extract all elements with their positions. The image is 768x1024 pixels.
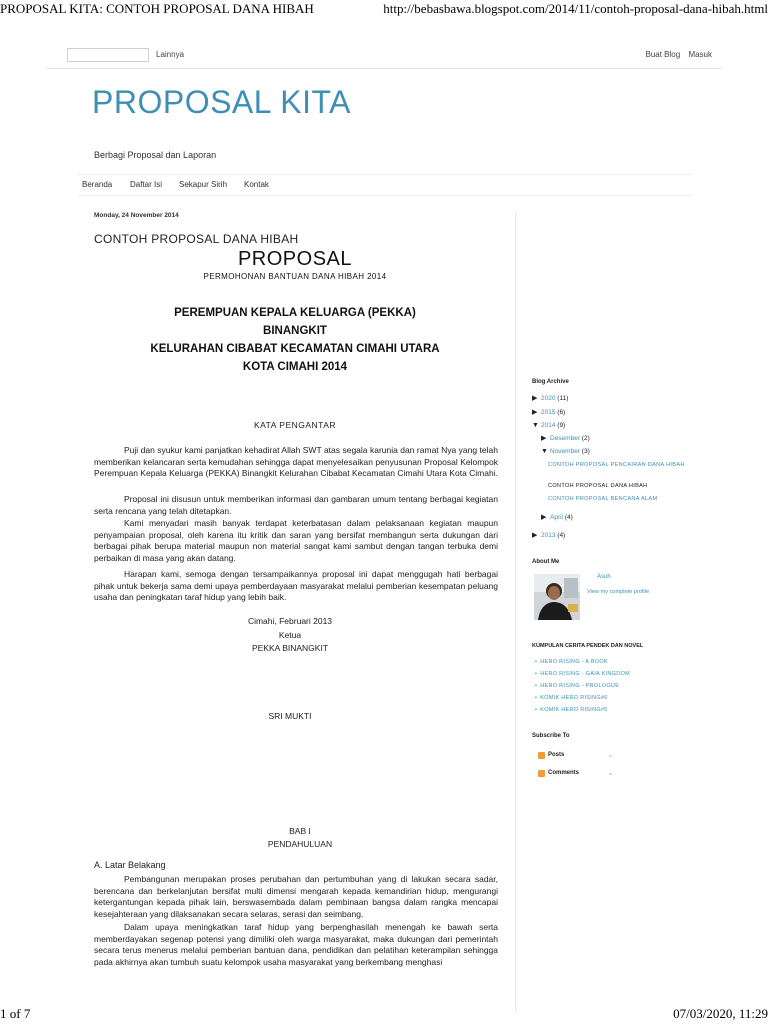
org-line-3: KELURAHAN CIBABAT KECAMATAN CIMAHI UTARA bbox=[150, 343, 440, 355]
print-header bbox=[0, 0, 768, 18]
tab-daftar-isi[interactable]: Daftar Isi bbox=[130, 180, 163, 189]
archive-2015[interactable]: ▶ 2015 (6) bbox=[532, 409, 566, 416]
about-title: About Me bbox=[532, 559, 560, 565]
chevron-down-icon: ⌄ bbox=[607, 768, 614, 777]
tab-beranda[interactable]: Beranda bbox=[82, 180, 113, 189]
la-paragraph-2: Dalam upaya meningkatkan taraf hidup yang berpenghasilah menengah ke bawah serta memberdayakan segenap potensi yang dimiliki oleh warga masyarakat, maka dukungan dari pemerintah secara terus menerus melalui pemberian bantuan dana, pendidikan dan pelatihan keterampilan sehingga pada akhirnya akan tumbuh suatu kelompok usaha masyarakat yang berkembang menghasi bbox=[94, 922, 498, 967]
blog-description: Berbagi Proposal dan Laporan bbox=[94, 150, 217, 160]
stories-title: KUMPULAN CERITA PENDEK DAN NOVEL bbox=[532, 643, 644, 649]
kp-paragraph-2: Proposal ini disusun untuk memberikan informasi dan gambaran umum tentang berbagai kegiatan serta rencana yang telah ditetapkan. bbox=[94, 494, 498, 516]
archive-2013[interactable]: ▶ 2013 (4) bbox=[532, 532, 566, 539]
expand-right-icon[interactable]: ▶ bbox=[532, 395, 538, 402]
subscribe-posts-button[interactable]: Posts ⌄ bbox=[538, 750, 614, 763]
signature-place-date: Cimahi, Februari 2013 bbox=[247, 616, 333, 626]
sign-in-link[interactable]: Masuk bbox=[688, 50, 712, 59]
document-subheading: PERMOHONAN BANTUAN DANA HIBAH 2014 bbox=[203, 272, 387, 281]
blog-title[interactable]: PROPOSAL KITA bbox=[92, 84, 352, 120]
about-profile-link[interactable]: View my complete profile bbox=[587, 589, 650, 595]
org-line-2: BINANGKIT bbox=[263, 325, 327, 337]
print-footer bbox=[0, 1006, 768, 1024]
create-blog-link[interactable]: Buat Blog bbox=[645, 50, 681, 59]
navbar-right bbox=[640, 50, 713, 59]
org-line-4: KOTA CIMAHI 2014 bbox=[242, 361, 348, 373]
bab-heading: BAB I bbox=[289, 826, 311, 836]
archive-post-dana-hibah[interactable]: CONTOH PROPOSAL DANA HIBAH bbox=[548, 483, 648, 489]
signature-name: SRI MUKTI bbox=[268, 711, 312, 721]
story-item[interactable]: • HERO RISING - GAIA KINGDOM bbox=[535, 671, 630, 677]
archive-april[interactable]: ▶ April (4) bbox=[541, 514, 573, 521]
story-item[interactable]: • HERO RISING - PROLOGUE bbox=[535, 683, 620, 689]
expand-right-icon[interactable]: ▶ bbox=[541, 514, 547, 521]
navbar-search-input[interactable] bbox=[67, 48, 149, 62]
print-datetime: 07/03/2020, 11:29 bbox=[673, 1006, 768, 1021]
subscribe-title: Subscribe To bbox=[532, 733, 570, 739]
archive-november[interactable]: ▼ November (3) bbox=[541, 448, 590, 455]
kp-paragraph-3: Kami menyadari masih banyak terdapat keterbatasan dalam pelaksanaan kegiatan maupun penyampaian proposal, oleh karena itu kritik dan saran yang bersifat membangun serta dukungan dari berbagai pihak berupa material maupun non material sangat kami sambut dengan tangan terbuka demi perbaikan di masa yang akan datang. bbox=[94, 518, 498, 563]
archive-december[interactable]: ▶ Desember (2) bbox=[541, 435, 590, 442]
page-tabs bbox=[78, 174, 692, 196]
print-url: http://bebasbawa.blogspot.com/2014/11/contoh-proposal-dana-hibah.html bbox=[383, 1, 768, 16]
story-item[interactable]: • HERO RISING - A BOOK bbox=[535, 659, 608, 665]
document-heading: PROPOSAL bbox=[237, 248, 353, 270]
expand-down-icon[interactable]: ▼ bbox=[532, 422, 539, 429]
kp-paragraph-4: Harapan kami, semoga dengan tersampaikannya proposal ini dapat menggugah hati berbagai pihak untuk bekerja sama demi upaya pemberdayaan masyarakat melalui pemberian kesempatan peluang usaha dan peningkatan taraf hidup yang lebih baik. bbox=[94, 569, 498, 603]
signature-role: Ketua bbox=[278, 630, 302, 640]
post-date: Monday, 24 November 2014 bbox=[94, 212, 179, 219]
feed-icon bbox=[538, 770, 545, 777]
org-line-1: PEREMPUAN KEPALA KELUARGA (PEKKA) bbox=[174, 307, 416, 319]
archive-title: Blog Archive bbox=[532, 379, 569, 385]
archive-post-pencairan[interactable]: CONTOH PROPOSAL PENCAIRAN DANA HIBAH bbox=[548, 462, 685, 468]
story-item[interactable]: • KOMIK HERO RISING#6 bbox=[535, 695, 608, 701]
print-page-number: 1 of 7 bbox=[0, 1006, 31, 1021]
subscribe-comments-button[interactable]: Comments ⌄ bbox=[538, 768, 614, 781]
archive-2014[interactable]: ▼ 2014 (9) bbox=[532, 422, 566, 429]
column-divider bbox=[515, 212, 516, 1012]
archive-post-bencana[interactable]: CONTOH PROPOSAL BENCANA ALAM bbox=[548, 496, 658, 502]
la-paragraph-1: Pembangunan merupakan proses perubahan dan pertumbuhan yang di lakukan secara sadar, berencana dan berkelanjutan bersifat multi dimensi mengarah kepada kemandirian hidup, mengurangi ketergantungan kepada pihak lain, berswasembada dalam pembinaan bangsa dalam rangka mencapai kesejahteraan yang dilaksanakan secara selaras, serasi dan seimbang. bbox=[94, 874, 498, 919]
story-item[interactable]: • KOMIK HERO RISING#5 bbox=[535, 707, 608, 713]
feed-icon bbox=[538, 752, 545, 759]
tab-kontak[interactable]: Kontak bbox=[244, 180, 269, 189]
expand-right-icon[interactable]: ▶ bbox=[532, 532, 538, 539]
bab-title: PENDAHULUAN bbox=[267, 839, 333, 849]
kp-paragraph-1: Puji dan syukur kami panjatkan kehadirat Allah SWT atas segala karunia dan ramat Nya yang telah memberikan kelancaran serta kemudahan sehingga dapat menyelesaikan penyusunan Proposal Kelompok Perempuan Kepala Keluarga (PEKKA) Binangkit Kelurahan Cibabat Kecamatan Cimahi Utara Kota Cimahi. bbox=[94, 445, 498, 479]
navbar-more-link[interactable]: Lainnya bbox=[156, 50, 185, 59]
expand-right-icon[interactable]: ▶ bbox=[532, 409, 538, 416]
tab-sekapur-sirih[interactable]: Sekapur Sirih bbox=[179, 180, 228, 189]
post-title[interactable]: CONTOH PROPOSAL DANA HIBAH bbox=[94, 232, 299, 246]
blogger-navbar bbox=[46, 44, 722, 69]
chevron-down-icon: ⌄ bbox=[607, 750, 614, 759]
signature-org: PEKKA BINANGKIT bbox=[251, 643, 329, 653]
expand-down-icon[interactable]: ▼ bbox=[541, 448, 548, 455]
expand-right-icon[interactable]: ▶ bbox=[541, 435, 547, 442]
about-name[interactable]: Asuh bbox=[597, 574, 611, 580]
kata-pengantar-heading: KATA PENGANTAR bbox=[253, 420, 337, 430]
avatar[interactable] bbox=[534, 574, 580, 620]
archive-2020[interactable]: ▶ 2020 (11) bbox=[532, 395, 569, 402]
print-page-title: PROPOSAL KITA: CONTOH PROPOSAL DANA HIBAH bbox=[0, 1, 314, 16]
section-a-heading: A. Latar Belakang bbox=[94, 860, 166, 870]
